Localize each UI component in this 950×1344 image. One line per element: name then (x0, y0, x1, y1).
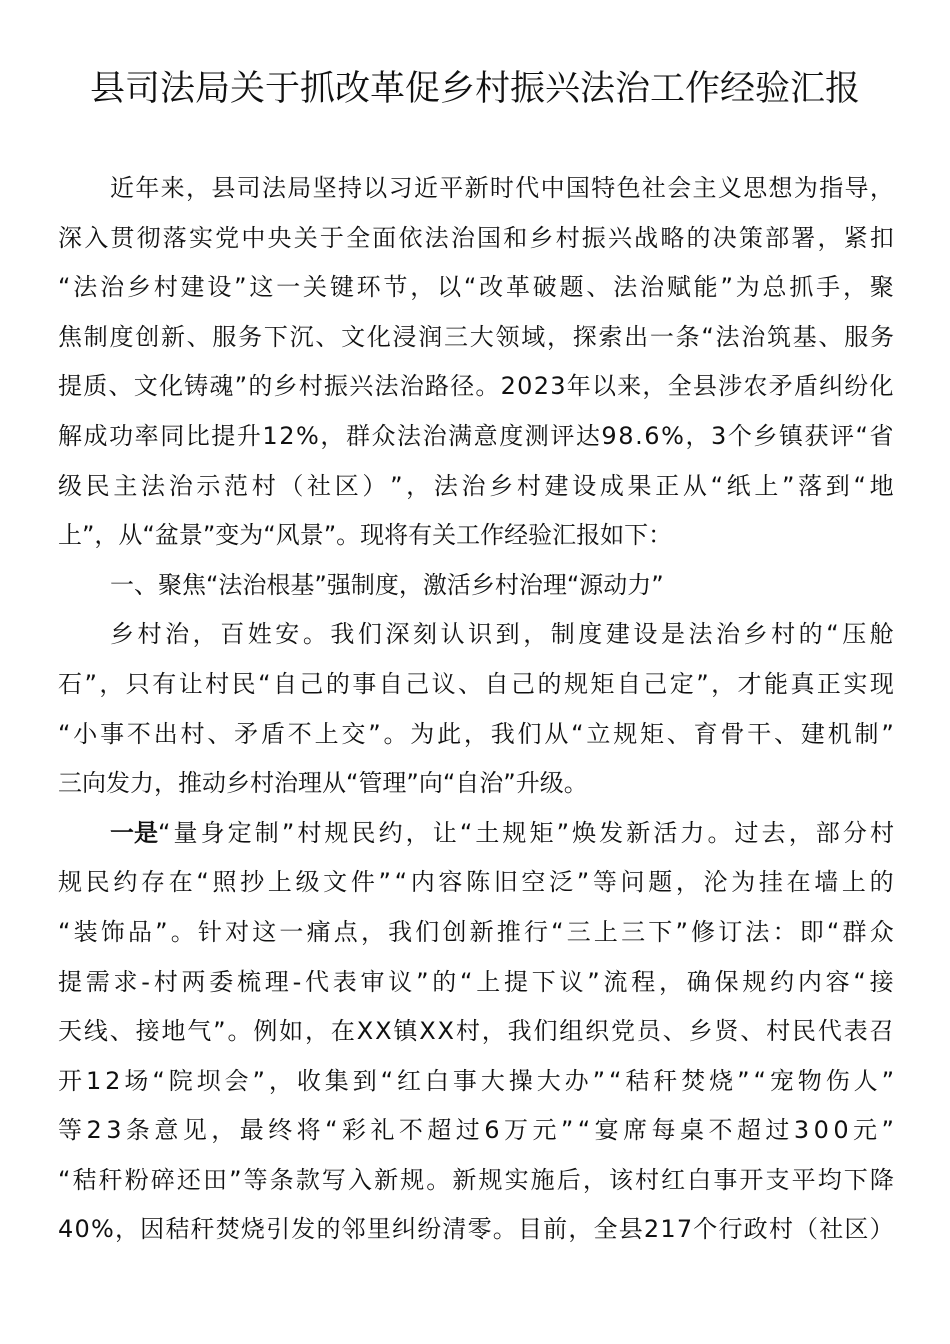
paragraph-line: 等 2 3 条 意 见 ， 最 终 将 “ 彩 礼 不 超 过 6 万 元 ” “ 宴 席 每 桌 不 超 过 3 0 0 元 ” (58, 1116, 894, 1145)
paragraph-line: 三向发力，推动乡村治理从“管理”向“自治”升级。 (58, 769, 588, 798)
paragraph-line: 4 0 % ， 因 秸 秆 焚 烧 引 发 的 邻 里 纠 纷 清 零 。 目 前 ， 全 县 2 1 7 个 行 政 村 （ 社 区 ） (58, 1215, 894, 1244)
paragraph-line: 焦 制 度 创 新 、 服 务 下 沉 、 文 化 浸 润 三 大 领 域 ， 探 索 出 一 条 “ 法 治 筑 基 、 服 务 (58, 322, 894, 351)
document-body (58, 164, 894, 1255)
document-title: 县司法局关于抓改革促乡村振兴法治工作经验汇报 (89, 69, 860, 109)
paragraph-line: “ 秸 秆 粉 碎 还 田 ” 等 条 款 写 入 新 规 。 新 规 实 施 后 ， 该 村 红 白 事 开 支 平 均 下 降 (58, 1165, 894, 1194)
paragraph-line: 上”，从“盆景”变为“风景”。现将有关工作经验汇报如下： (58, 521, 673, 550)
bold-lead-text: 一是 (110, 818, 158, 847)
paragraph-line: “ 法 治 乡 村 建 设 ” 这 一 关 键 环 节 ， 以 “ 改 革 破 题 、 法 治 赋 能 ” 为 总 抓 手 ， 聚 (58, 273, 894, 302)
paragraph-line: 提 质 、 文 化 铸 魂 ” 的 乡 村 振 兴 法 治 路 径 。 2 0 2 3 年 以 来 ， 全 县 涉 农 矛 盾 纠 纷 化 (58, 372, 894, 401)
paragraph-line: 开 1 2 场 “ 院 坝 会 ” ， 收 集 到 “ 红 白 事 大 操 大 办 ” “ 秸 秆 焚 烧 ” “ 宠 物 伤 人 ” (58, 1066, 894, 1095)
paragraph-line-rest: “ 量 身 定 制 ” 村 规 民 约 ， 让 “ 土 规 矩 ” 焕 发 新 活 力 。 过 去 ， 部 分 村 (158, 818, 894, 847)
paragraph-line: 天 线 、 接 地 气 ” 。 例 如 ， 在 X X 镇 X X 村 ， 我 们 组 织 党 员 、 乡 贤 、 村 民 代 表 召 (58, 1017, 894, 1046)
paragraph-line: 深 入 贯 彻 落 实 党 中 央 关 于 全 面 依 法 治 国 和 乡 村 振 兴 战 略 的 决 策 部 署 ， 紧 扣 (58, 223, 894, 252)
paragraph-line: 规 民 约 存 在 “ 照 抄 上 级 文 件 ” “ 内 容 陈 旧 空 泛 ” 等 问 题 ， 沦 为 挂 在 墙 上 的 (58, 868, 894, 897)
paragraph-line: “ 小 事 不 出 村 、 矛 盾 不 上 交 ” 。 为 此 ， 我 们 从 “ 立 规 矩 、 育 骨 干 、 建 机 制 ” (58, 719, 894, 748)
paragraph-line: 级 民 主 法 治 示 范 村 （ 社 区 ） ” ， 法 治 乡 村 建 设 成 果 正 从 “ 纸 上 ” 落 到 “ 地 (58, 471, 894, 500)
paragraph-line: 提 需 求 - 村 两 委 梳 理 - 代 表 审 议 ” 的 “ 上 提 下 议 ” 流 程 ， 确 保 规 约 内 容 “ 接 (58, 967, 894, 996)
paragraph-line: 近 年 来 ， 县 司 法 局 坚 持 以 习 近 平 新 时 代 中 国 特 色 社 会 主 义 思 想 为 指 导 ， (110, 174, 894, 202)
paragraph-line: “ 装 饰 品 ” 。 针 对 这 一 痛 点 ， 我 们 创 新 推 行 “ 三 上 三 下 ” 修 订 法 ： 即 “ 群 众 (58, 917, 894, 946)
paragraph-line: 乡 村 治 ， 百 姓 安 。 我 们 深 刻 认 识 到 ， 制 度 建 设 是 法 治 乡 村 的 “ 压 舱 (110, 620, 894, 649)
paragraph-line: 解 成 功 率 同 比 提 升 1 2 % ， 群 众 法 治 满 意 度 测 评 达 9 8 . 6 % ， 3 个 乡 镇 获 评 “ 省 (58, 421, 894, 450)
section-heading: 一、聚焦“法治根基”强制度，激活乡村治理“源动力” (110, 570, 664, 599)
paragraph-line: 石 ” ， 只 有 让 村 民 “ 自 己 的 事 自 己 议 、 自 己 的 规 矩 自 己 定 ” ， 才 能 真 正 实 现 (58, 669, 894, 698)
paragraph-line-with-lead (58, 809, 894, 859)
